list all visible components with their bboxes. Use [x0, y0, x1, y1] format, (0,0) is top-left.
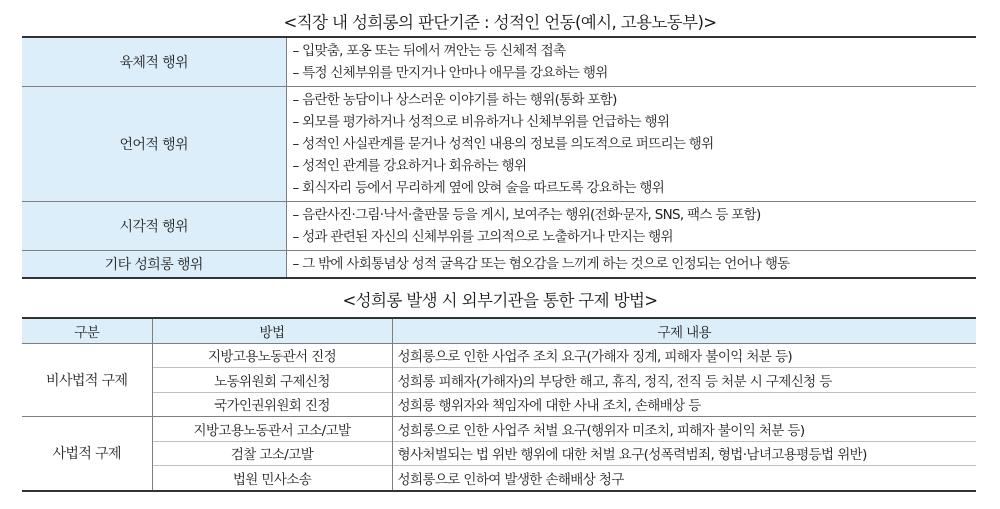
criteria-item: – 특정 신체부위를 만지거나 안마나 애무를 강요하는 행위 [292, 65, 608, 81]
header-method: 방법 [152, 318, 392, 343]
method-cell: 법원 민사소송 [152, 466, 392, 491]
method-cell: 검찰 고소/고발 [152, 441, 392, 466]
group-label: 비사법적 구제 [22, 343, 152, 417]
criteria-item: – 회식자리 등에서 무리하게 옆에 앉혀 술을 따르도록 강요하는 행위 [292, 180, 665, 196]
criteria-row-visual [22, 202, 976, 251]
criteria-item: – 성적인 사실관계를 묻거나 성적인 내용의 정보를 의도적으로 퍼뜨리는 행위 [292, 136, 714, 152]
table2-title: <성희롱 발생 시 외부기관을 통한 구제 방법> [342, 291, 658, 310]
criteria-row-physical [22, 37, 976, 87]
criteria-item: – 외모를 평가하거나 성적으로 비유하거나 신체부위를 언급하는 행위 [292, 114, 670, 130]
header-category: 구분 [22, 318, 152, 343]
table-row [22, 343, 976, 368]
table-header-row [22, 318, 976, 343]
table-row [22, 466, 976, 491]
remedy-methods-table [22, 317, 976, 492]
criteria-category: 기타 성희롱 행위 [22, 251, 286, 279]
method-cell: 지방고용노동관서 고소/고발 [152, 417, 392, 442]
content-cell: 성희롱 행위자와 책임자에 대한 사내 조치, 손해배상 등 [392, 392, 976, 417]
method-cell: 국가인권위원회 진정 [152, 392, 392, 417]
table-row [22, 441, 976, 466]
criteria-category: 시각적 행위 [22, 202, 286, 251]
criteria-row-other [22, 251, 976, 279]
criteria-item: – 그 밖에 사회통념상 성적 굴욕감 또는 혐오감을 느끼게 하는 것으로 인정되는 언어나 행동 [292, 256, 790, 272]
criteria-category: 언어적 행위 [22, 87, 286, 202]
content-cell: 성희롱 피해자(가해자)의 부당한 해고, 휴직, 정직, 전직 등 처분 시 구제신청 등 [392, 368, 976, 393]
criteria-category: 육체적 행위 [22, 37, 286, 87]
content-cell: 성희롱으로 인한 사업주 조치 요구(가해자 징계, 피해자 불이익 처분 등) [397, 349, 793, 366]
content-cell: 성희롱으로 인하여 발생한 손해배상 청구 [392, 466, 976, 491]
table-row [22, 392, 976, 417]
table-row [22, 368, 976, 393]
criteria-row-verbal [22, 87, 976, 202]
criteria-item: – 음란사진·그림·낙서·출판물 등을 게시, 보여주는 행위(전화·문자, SNS, 팩스 등 포함) [292, 207, 761, 223]
criteria-item: – 성적인 관계를 강요하거나 회유하는 행위 [292, 158, 527, 174]
content-cell: 형사처벌되는 법 위반 행위에 대한 처벌 요구(성폭력범죄, 형법·남녀고용평등법 위반) [392, 441, 976, 466]
method-cell: 노동위원회 구제신청 [152, 368, 392, 393]
criteria-item: – 음란한 농담이나 상스러운 이야기를 하는 행위(통화 포함) [292, 92, 617, 108]
criteria-item: – 성과 관련된 자신의 신체부위를 고의적으로 노출하거나 만지는 행위 [292, 229, 673, 245]
method-cell: 지방고용노동관서 진정 [152, 343, 392, 368]
content-cell: 성희롱으로 인한 사업주 처벌 요구(행위자 미조치, 피해자 불이익 처분 등) [392, 417, 976, 442]
table-row [22, 417, 976, 442]
harassment-criteria-table [22, 36, 976, 279]
group-label: 사법적 구제 [22, 417, 152, 491]
header-content: 구제 내용 [392, 318, 976, 343]
table1-title: <직장 내 성희롱의 판단기준 : 성적인 언동(예시, 고용노동부)> [283, 13, 717, 32]
criteria-item: – 입맞춤, 포옹 또는 뒤에서 껴안는 등 신체적 접촉 [292, 43, 566, 59]
